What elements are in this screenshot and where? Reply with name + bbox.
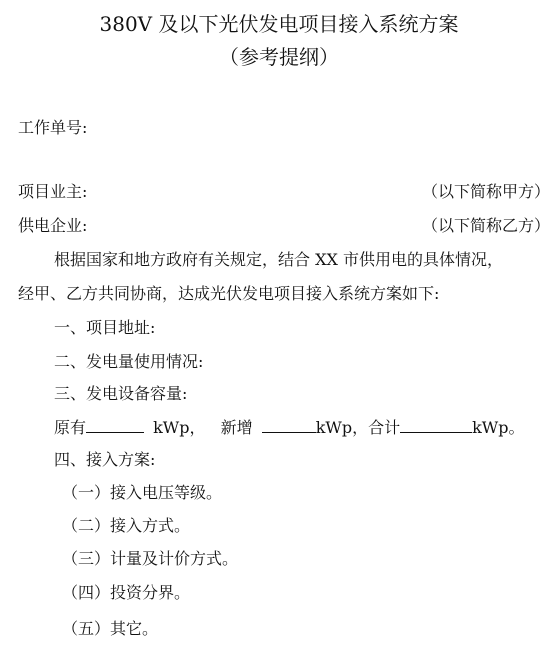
owner-label: 项目业主:: [18, 182, 88, 201]
document-title: 380V 及以下光伏发电项目接入系统方案: [99, 12, 459, 36]
capacity-existing-unit: kWp，: [153, 418, 206, 437]
section-power-usage: 二、发电量使用情况:: [54, 352, 204, 371]
section-equipment-capacity: 三、发电设备容量:: [54, 384, 188, 403]
owner-note: （以下简称甲方）: [421, 182, 550, 201]
capacity-new-unit: kWp，合计: [315, 418, 401, 437]
subsection-investment-boundary: （四）投资分界。: [62, 583, 191, 602]
capacity-new-label: 新增: [220, 418, 253, 437]
document-subtitle: （参考提纲）: [219, 45, 339, 69]
capacity-line: [54, 416, 524, 438]
supplier-note: （以下简称乙方）: [421, 216, 550, 235]
intro-paragraph-line1: 根据国家和地方政府有关规定，结合 XX 市供用电的具体情况，: [54, 250, 503, 269]
capacity-existing-label: 原有: [54, 418, 87, 437]
capacity-existing-blank: [86, 416, 144, 433]
subsection-metering-pricing: （三）计量及计价方式。: [62, 549, 239, 568]
capacity-total-unit: kWp。: [472, 418, 525, 437]
subsection-other: （五）其它。: [62, 619, 159, 638]
supplier-label: 供电企业:: [18, 216, 88, 235]
subsection-access-method: （二）接入方式。: [62, 516, 191, 535]
capacity-new-blank: [262, 416, 316, 433]
section-project-address: 一、项目地址:: [54, 318, 156, 337]
section-access-plan: 四、接入方案:: [54, 450, 156, 469]
intro-paragraph-line2: 经甲、乙方共同协商，达成光伏发电项目接入系统方案如下:: [18, 284, 440, 303]
capacity-total-blank: [400, 416, 472, 433]
work-order-label: 工作单号:: [18, 118, 88, 137]
subsection-voltage-level: （一）接入电压等级。: [62, 483, 223, 502]
